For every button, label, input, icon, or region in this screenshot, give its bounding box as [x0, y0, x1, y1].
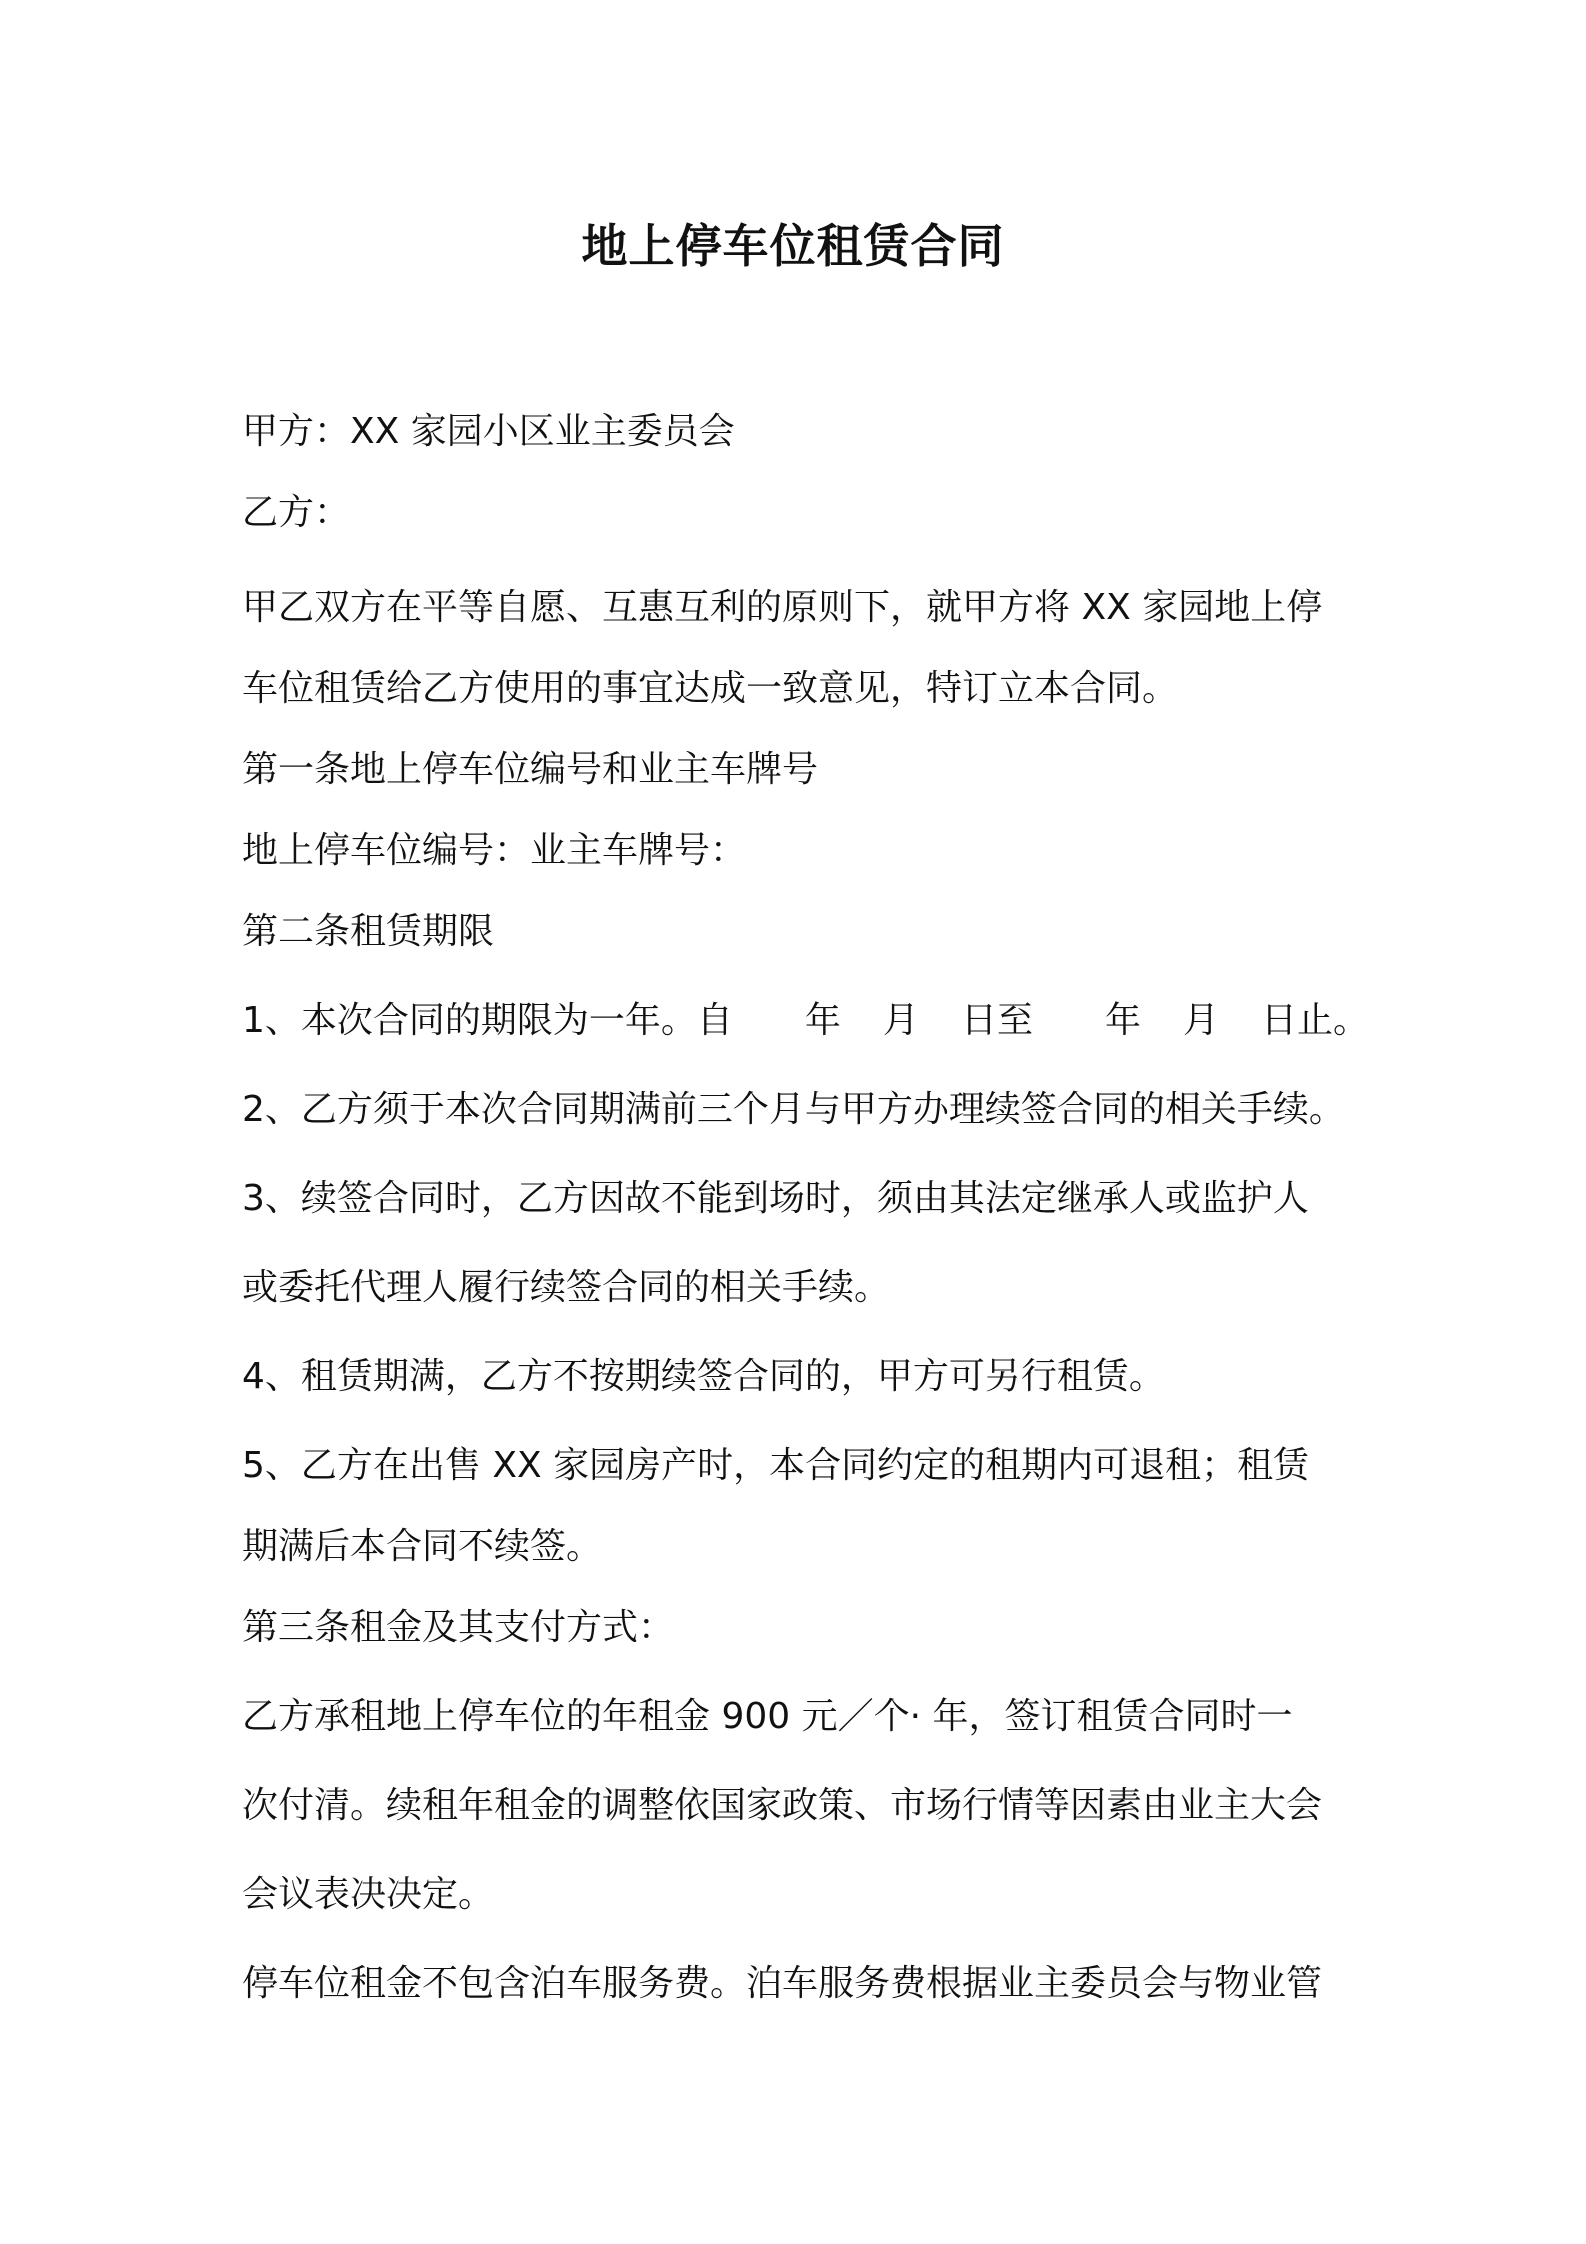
- clause-1-year-2: 年: [1104, 1000, 1141, 1041]
- clause-1-day-to: 日至: [960, 1000, 1033, 1041]
- clause-1-month-2: 月: [1182, 1000, 1219, 1041]
- article-1-heading: 第一条地上停车位编号和业主车牌号: [242, 749, 819, 790]
- clause-1-year-1: 年: [804, 1000, 841, 1041]
- article-3-rent-line-1: 乙方承租地上停车位的年租金 900 元／个· 年，签订租赁合同时一: [242, 1696, 1293, 1737]
- article-2-heading: 第二条租赁期限: [242, 911, 495, 952]
- document-body: [242, 408, 1372, 2008]
- clause-1-day-end: 日止。: [1260, 1000, 1369, 1041]
- article-2-clause-1: [242, 997, 1372, 1045]
- article-2-clause-3-line-2: 或委托代理人履行续签合同的相关手续。: [242, 1267, 891, 1308]
- article-2-clause-5-line-1: 5、乙方在出售 XX 家园房产时，本合同约定的租期内可退租；租赁: [242, 1445, 1310, 1486]
- document-title: 地上停车位租赁合同: [581, 219, 1005, 273]
- article-3-heading: 第三条租金及其支付方式：: [242, 1607, 675, 1648]
- article-1-fields: 地上停车位编号：业主车牌号：: [242, 830, 747, 871]
- clause-1-month-1: 月: [882, 1000, 919, 1041]
- party-a-line: 甲方：XX 家园小区业主委员会: [242, 411, 735, 452]
- article-2-clause-4: 4、租赁期满，乙方不按期续签合同的，甲方可另行租赁。: [242, 1356, 1165, 1397]
- article-2-clause-2: 2、乙方须于本次合同期满前三个月与甲方办理续签合同的相关手续。: [242, 1089, 1345, 1130]
- intro-line-2: 车位租赁给乙方使用的事宜达成一致意见，特订立本合同。: [242, 668, 1179, 709]
- clause-1-prefix: 1、本次合同的期限为一年。自: [242, 1000, 733, 1041]
- intro-line-1: 甲乙双方在平等自愿、互惠互利的原则下，就甲方将 XX 家园地上停: [242, 587, 1323, 628]
- article-3-rent-line-2: 次付清。续租年租金的调整依国家政策、市场行情等因素由业主大会: [242, 1785, 1323, 1826]
- article-2-clause-5-line-2: 期满后本合同不续签。: [242, 1526, 603, 1567]
- party-b-line: 乙方：: [242, 492, 351, 533]
- article-3-service-fee-line: 停车位租金不包含泊车服务费。泊车服务费根据业主委员会与物业管: [242, 1963, 1323, 2004]
- article-3-rent-line-3: 会议表决决定。: [242, 1874, 495, 1915]
- article-2-clause-3-line-1: 3、续签合同时，乙方因故不能到场时，须由其法定继承人或监护人: [242, 1178, 1309, 1219]
